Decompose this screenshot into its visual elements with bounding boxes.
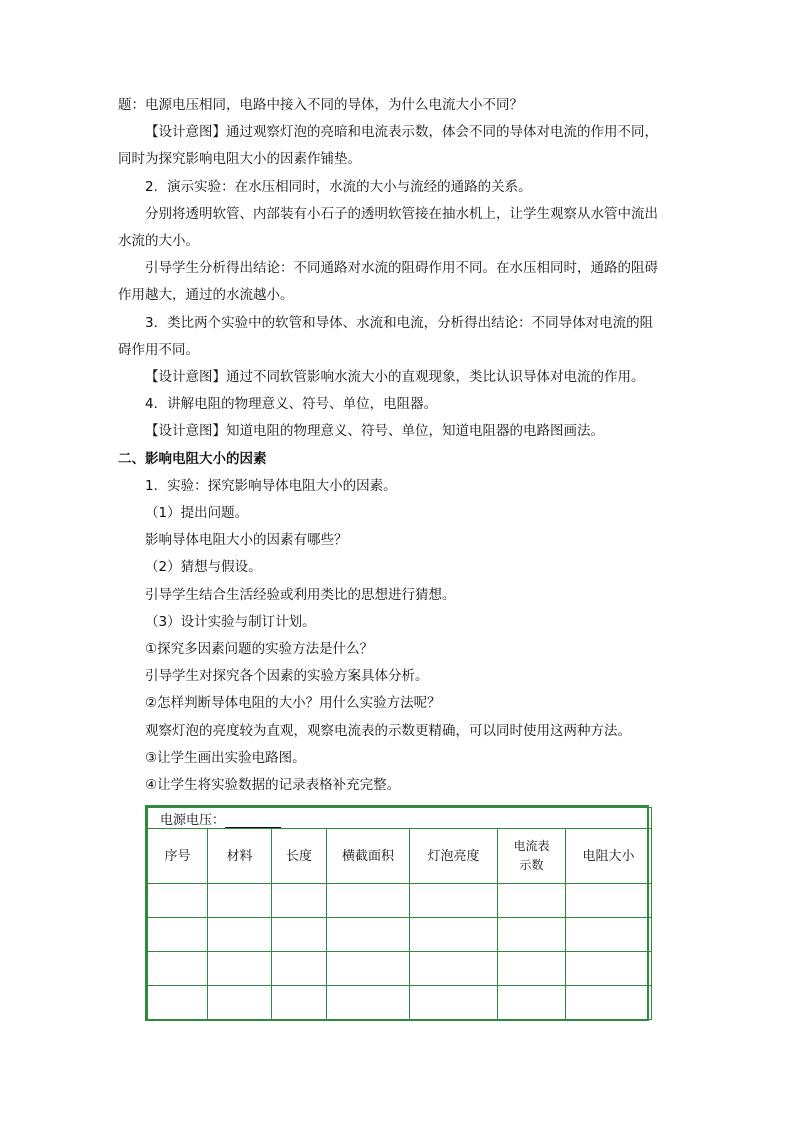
power-voltage-blank [225, 815, 281, 828]
text-line: （3）设计实验与制订计划。 [145, 613, 316, 630]
text-line: 【设计意图】知道电阻的物理意义、符号、单位，知道电阻器的电路图画法。 [145, 423, 604, 440]
table-cell-empty [498, 884, 566, 918]
table-cell-empty [410, 918, 498, 952]
paragraph-list [118, 92, 658, 799]
table-cell-empty [272, 918, 327, 952]
table-cell-empty [148, 884, 208, 918]
table-header-cell: 灯泡亮度 [410, 829, 498, 884]
table-cell-empty [566, 986, 652, 1020]
table-cell-empty [208, 884, 272, 918]
table-cell-empty [272, 884, 327, 918]
section-heading: 二、影响电阻大小的因素 [118, 450, 267, 467]
text-line: ③让学生画出实验电路图。 [145, 749, 306, 766]
table-cell-empty [208, 986, 272, 1020]
text-line: 水流的大小。 [118, 233, 199, 250]
table-cell-empty [148, 986, 208, 1020]
table-row [148, 952, 652, 986]
text-line: 碍作用不同。 [118, 341, 199, 358]
table-body [148, 884, 652, 1020]
text-line: 分别将透明软管、内部装有小石子的透明软管接在抽水机上，让学生观察从水管中流出 [145, 205, 658, 222]
text-line: ①探究多因素问题的实验方法是什么？ [145, 641, 374, 658]
table-row [148, 986, 652, 1020]
text-line: 作用越大，通过的水流越小。 [118, 287, 294, 304]
table-cell-empty [148, 952, 208, 986]
text-line: 引导学生对探究各个因素的实验方案具体分析。 [145, 668, 429, 685]
text-line: ④让学生将实验数据的记录表格补充完整。 [145, 777, 401, 794]
table-header-cell: 电流表 示数 [498, 829, 566, 884]
table-header-cell: 长度 [272, 829, 327, 884]
text-line: 4．讲解电阻的物理意义、符号、单位，电阻器。 [145, 396, 438, 413]
table-cell-empty [272, 986, 327, 1020]
text-line: 题：电源电压相同，电路中接入不同的导体，为什么电流大小不同？ [118, 97, 523, 113]
power-voltage-cell [148, 808, 652, 829]
table-header-row [148, 829, 652, 884]
table-cell-empty [208, 952, 272, 986]
text-line: 3．类比两个实验中的软管和导体、水流和电流，分析得出结论：不同导体对电流的阻 [145, 314, 654, 331]
table-cell-empty [498, 952, 566, 986]
table-cell-empty [327, 884, 410, 918]
text-line: 观察灯泡的亮度较为直观，观察电流表的示数更精确，可以同时使用这两种方法。 [145, 722, 631, 739]
table-header-cell: 电阻大小 [566, 829, 652, 884]
table-cell-empty [410, 884, 498, 918]
table-header-cell: 横截面积 [327, 829, 410, 884]
table-cell-empty [327, 986, 410, 1020]
table-cell-empty [410, 952, 498, 986]
document-body [118, 92, 658, 799]
record-table [147, 807, 652, 1020]
data-record-table [145, 805, 649, 1021]
text-line: 【设计意图】通过不同软管影响水流大小的直观现象，类比认识导体对电流的作用。 [145, 369, 645, 386]
text-line: 引导学生结合生活经验或利用类比的思想进行猜想。 [145, 586, 456, 603]
table-cell-empty [566, 952, 652, 986]
table-cell-empty [148, 918, 208, 952]
table-header-cell: 序号 [148, 829, 208, 884]
text-line: 影响导体电阻大小的因素有哪些？ [145, 532, 348, 549]
table-header-cell: 材料 [208, 829, 272, 884]
text-line: 1．实验：探究影响导体电阻大小的因素。 [145, 477, 397, 494]
text-line: （1）提出问题。 [145, 505, 249, 522]
table-cell-empty [498, 986, 566, 1020]
table-cell-empty [566, 918, 652, 952]
text-line: ②怎样判断导体电阻的大小？用什么实验方法呢？ [145, 695, 441, 712]
table-cell-empty [208, 918, 272, 952]
table-cell-empty [327, 918, 410, 952]
table-row [148, 918, 652, 952]
table-cell-empty [272, 952, 327, 986]
text-line: （2）猜想与假设。 [145, 559, 262, 576]
table-cell-empty [566, 884, 652, 918]
table-row [148, 884, 652, 918]
text-line: 引导学生分析得出结论：不同通路对水流的阻碍作用不同。在水压相同时，通路的阻碍 [145, 260, 658, 277]
power-voltage-row [148, 808, 652, 829]
power-voltage-label: 电源电压： [160, 812, 226, 828]
text-line: 同时为探究影响电阻大小的因素作铺垫。 [118, 151, 361, 168]
text-line: 2．演示实验：在水压相同时，水流的大小与流经的通路的关系。 [145, 178, 532, 195]
table-cell-empty [410, 986, 498, 1020]
table-cell-empty [327, 952, 410, 986]
table-cell-empty [498, 918, 566, 952]
text-line: 【设计意图】通过观察灯泡的亮暗和电流表示数，体会不同的导体对电流的作用不同， [145, 124, 658, 141]
